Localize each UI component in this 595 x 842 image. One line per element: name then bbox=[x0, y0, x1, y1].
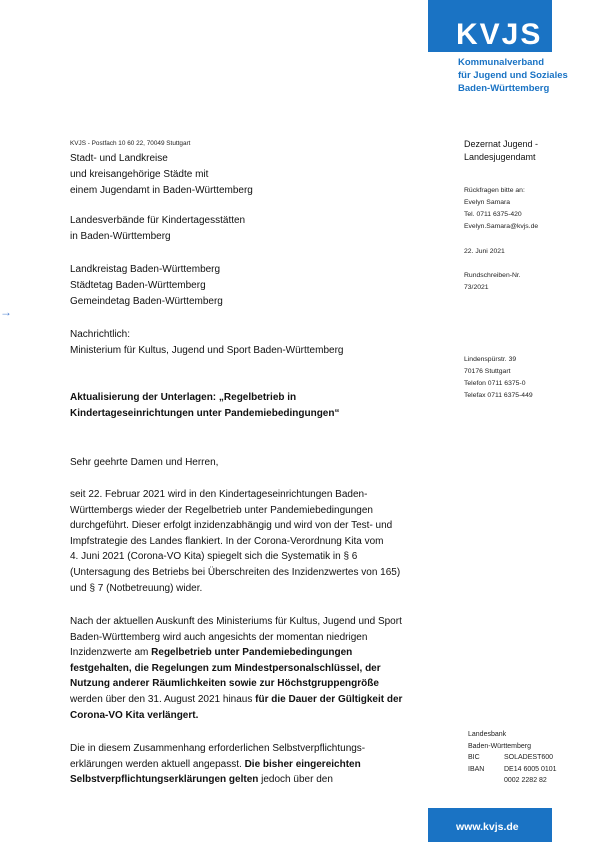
subject-line: Aktualisierung der Unterlagen: „Regelbetrieb in bbox=[70, 392, 297, 403]
paragraph-line bbox=[70, 757, 442, 773]
circular-number: 73/2021 bbox=[464, 284, 489, 291]
iban-value: 0002 2282 82 bbox=[504, 777, 547, 784]
paragraph-line bbox=[70, 708, 442, 724]
bold-text-span: Die bisher eingereichten bbox=[244, 758, 361, 770]
bank-iban-row bbox=[468, 764, 557, 776]
paragraph-line: Nach der aktuellen Auskunft des Ministeriums für Kultus, Jugend und Sport bbox=[70, 616, 402, 627]
bold-text-span: Corona-VO Kita verlängert. bbox=[70, 709, 199, 721]
paragraph-2 bbox=[70, 614, 442, 723]
sender-line: KVJS - Postfach 10 60 22, 70049 Stuttgart bbox=[70, 140, 191, 147]
paragraph-3 bbox=[70, 741, 442, 788]
letter-subject bbox=[70, 390, 339, 422]
circular-label: Rundschreiben-Nr. bbox=[464, 272, 521, 279]
recipient-line: Städtetag Baden-Württemberg bbox=[70, 280, 206, 291]
cc-value: Ministerium für Kultus, Jugend und Sport Baden-Württemberg bbox=[70, 345, 344, 356]
recipient-line: Gemeindetag Baden-Württemberg bbox=[70, 296, 223, 307]
bold-text-span: festgehalten, die Regelungen zum Mindestpersonalschlüssel, der bbox=[70, 662, 381, 674]
recipient-line: Stadt- und Landkreise bbox=[70, 153, 168, 164]
bank-name: Baden-Württemberg bbox=[468, 742, 532, 750]
paragraph-line bbox=[70, 692, 442, 708]
paragraph-line bbox=[70, 661, 442, 677]
bank-details bbox=[468, 729, 557, 787]
paragraph-line bbox=[70, 645, 442, 661]
contact-block bbox=[464, 185, 538, 233]
paragraph-line: Württembergs wieder der Regelbetrieb unter Pandemiebedingungen bbox=[70, 504, 373, 516]
recipient-line: Landkreistag Baden-Württemberg bbox=[70, 264, 221, 275]
recipient-block-1 bbox=[70, 151, 253, 199]
department-line: Dezernat Jugend - bbox=[464, 139, 539, 149]
department-line: Landesjugendamt bbox=[464, 152, 536, 162]
bic-value: SOLADEST600 bbox=[504, 754, 554, 761]
contact-label: Rückfragen bitte an: bbox=[464, 187, 525, 194]
kvjs-logo-letters: KVJS bbox=[456, 18, 543, 51]
bic-label: BIC bbox=[468, 754, 480, 761]
paragraph-line: (Untersagung des Betriebs bei Überschreiten des Inzidenzwertes von 165) bbox=[70, 566, 401, 578]
paragraph-line: Baden-Württemberg wird auch angesichts der momentan niedrigen bbox=[70, 631, 368, 643]
contact-email: Evelyn.Samara@kvjs.de bbox=[464, 223, 539, 230]
bank-bic-row bbox=[468, 752, 557, 764]
text-span: jedoch über den bbox=[258, 774, 333, 786]
contact-name: Evelyn Samara bbox=[464, 199, 511, 206]
bank-name: Landesbank bbox=[468, 731, 507, 738]
iban-label: IBAN bbox=[468, 765, 485, 773]
text-span: Inzidenzwerte am bbox=[70, 647, 152, 659]
office-fax: Telefax 0711 6375-449 bbox=[464, 392, 533, 399]
office-street: Lindenspürstr. 39 bbox=[464, 356, 517, 363]
logo-line-1: Kommunalverband bbox=[458, 57, 545, 68]
paragraph-1 bbox=[70, 487, 442, 596]
office-address-block bbox=[464, 354, 533, 402]
paragraph-line bbox=[70, 676, 442, 692]
website-link[interactable]: www.kvjs.de bbox=[456, 821, 519, 833]
department-block bbox=[464, 138, 538, 164]
circular-block bbox=[464, 270, 521, 294]
bank-iban-row-2 bbox=[468, 775, 557, 787]
bold-text-span: Selbstverpflichtungserklärungen gelten bbox=[70, 774, 259, 786]
recipient-block-2 bbox=[70, 213, 245, 245]
paragraph-line: und § 7 (Notbetreuung) wider. bbox=[70, 582, 203, 594]
recipient-block-cc bbox=[70, 327, 343, 359]
paragraph-line: 4. Juni 2021 (Corona-VO Kita) spiegelt sich die Systematik in § 6 bbox=[70, 551, 358, 563]
recipient-line: einem Jugendamt in Baden-Württemberg bbox=[70, 185, 253, 196]
bold-text-span: für die Dauer der Gültigkeit der bbox=[255, 693, 403, 705]
recipient-block-3 bbox=[70, 262, 223, 310]
bold-text-span: Nutzung anderer Räumlichkeiten sowie zur Höchstgruppengröße bbox=[70, 678, 379, 690]
text-span: werden über den 31. August 2021 hinaus bbox=[70, 693, 256, 705]
text-span: erklärungen werden aktuell angepasst. bbox=[70, 758, 245, 770]
bold-text-span: Regelbetrieb unter Pandemiebedingungen bbox=[151, 647, 353, 659]
subject-line: Kindertageseinrichtungen unter Pandemiebedingungen“ bbox=[70, 408, 340, 419]
logo-line-2: für Jugend und Soziales bbox=[458, 70, 568, 81]
recipient-line: und kreisangehörige Städte mit bbox=[70, 169, 209, 180]
logo-line-3: Baden-Württemberg bbox=[458, 83, 550, 94]
paragraph-line: durchgeführt. Dieser erfolgt inzidenzabhängig und wird von der Test- und bbox=[70, 520, 393, 532]
paragraph-line bbox=[70, 772, 442, 788]
iban-spacer bbox=[468, 775, 504, 787]
paragraph-line: seit 22. Februar 2021 wird in den Kindertageseinrichtungen Baden- bbox=[70, 489, 368, 500]
recipient-line: Landesverbände für Kindertagesstätten bbox=[70, 215, 246, 226]
paragraph-line: Impfstrategie des Landes flankiert. In der Corona-Verordnung Kita vom bbox=[70, 535, 384, 547]
iban-value: DE14 6005 0101 bbox=[504, 765, 557, 773]
office-phone: Telefon 0711 6375-0 bbox=[464, 380, 526, 387]
contact-phone: Tel. 0711 6375-420 bbox=[464, 211, 522, 218]
salutation: Sehr geehrte Damen und Herren, bbox=[70, 457, 219, 468]
margin-arrow-icon: → bbox=[0, 305, 12, 319]
paragraph-line: Die in diesem Zusammenhang erforderlichen Selbstverpflichtungs- bbox=[70, 743, 366, 754]
recipient-line: in Baden-Württemberg bbox=[70, 231, 171, 242]
cc-label: Nachrichtlich: bbox=[70, 329, 131, 340]
office-city: 70176 Stuttgart bbox=[464, 368, 511, 375]
letter-date: 22. Juni 2021 bbox=[464, 248, 505, 255]
